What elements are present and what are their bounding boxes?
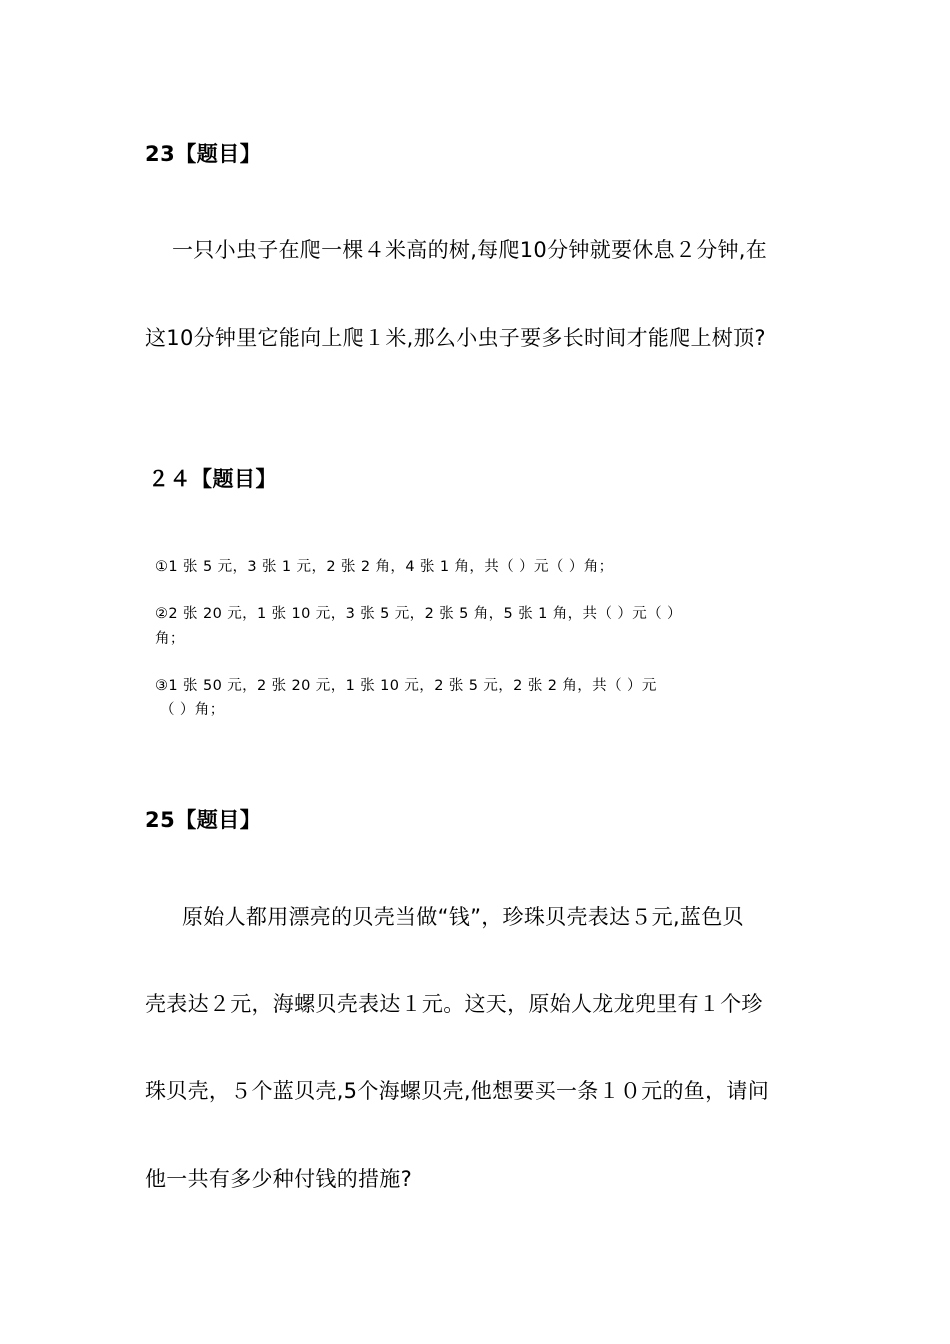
- question-25-heading: 25【题目】: [145, 808, 262, 832]
- question-24-heading: ２４【题目】: [148, 467, 277, 491]
- question-25-line-2: 壳表达２元，海螺贝壳表达１元。这天，原始人龙龙兜里有１个珍: [145, 992, 763, 1016]
- question-24-item-1: ①1 张 5 元，3 张 1 元，2 张 2 角，4 张 1 角，共（ ）元（ ）角；: [155, 559, 614, 575]
- question-25-line-1: 原始人都用漂亮的贝壳当做“钱”，珍珠贝壳表达５元,蓝色贝: [182, 905, 744, 929]
- question-25-line-3: 珠贝壳，５个蓝贝壳,5个海螺贝壳,他想要买一条１０元的鱼，请问: [145, 1079, 770, 1103]
- question-23-line-1: 一只小虫子在爬一棵４米高的树,每爬10分钟就要休息２分钟,在: [172, 238, 768, 262]
- question-24-item-3-cont: （ ）角；: [160, 702, 225, 718]
- question-23-heading: 23【题目】: [145, 142, 262, 166]
- question-23-line-2: 这10分钟里它能向上爬１米,那么小虫子要多长时间才能爬上树顶?: [145, 326, 766, 350]
- question-24-item-2: ②2 张 20 元，1 张 10 元，3 张 5 元，2 张 5 角，5 张 1 角，共（ ）元（ ）: [155, 606, 682, 622]
- question-24-item-2-cont: 角；: [155, 631, 185, 647]
- question-24-item-3: ③1 张 50 元，2 张 20 元，1 张 10 元，2 张 5 元，2 张 2 角，共（ ）元: [155, 678, 657, 694]
- question-25-line-4: 他一共有多少种付钱的措施?: [145, 1167, 413, 1191]
